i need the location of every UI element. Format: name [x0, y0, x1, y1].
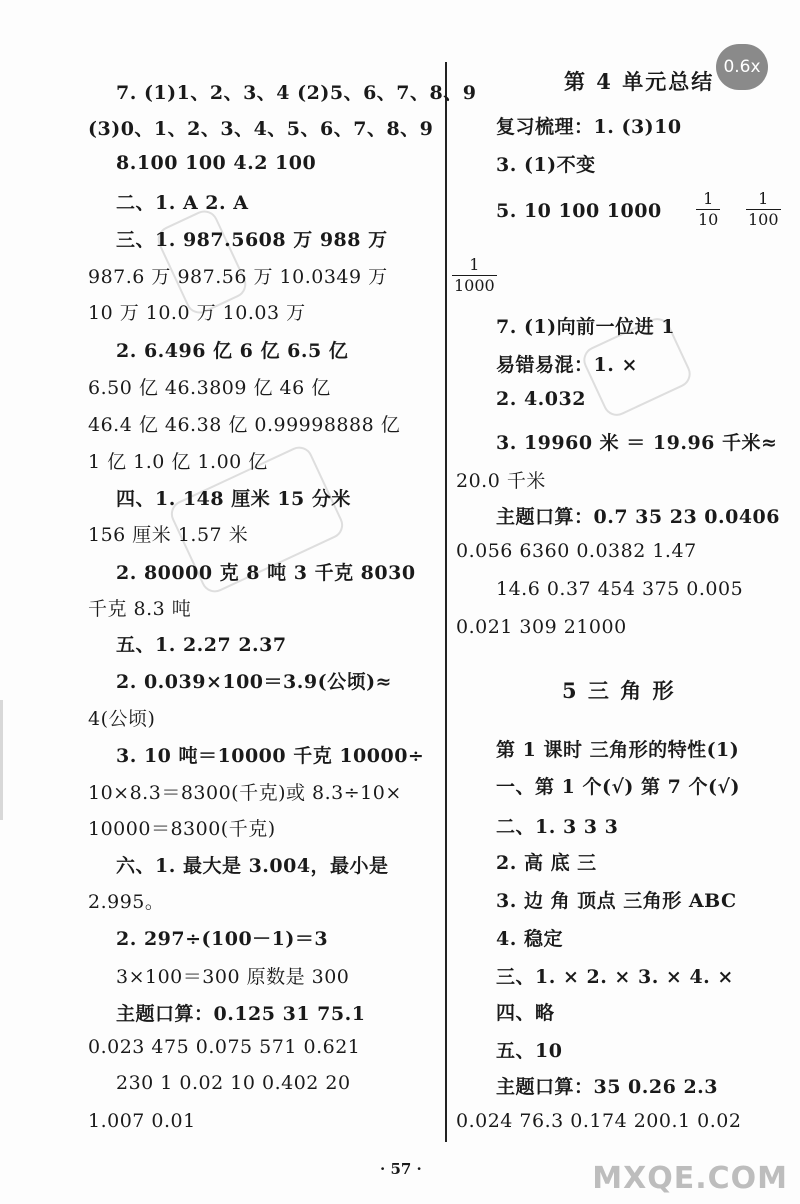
answer-line: 四、1. 148 厘米 15 分米: [116, 488, 351, 510]
answer-line: 千克 8.3 吨: [88, 598, 192, 620]
answer-line: 2. 4.032: [496, 388, 586, 410]
answer-line: 0.023 475 0.075 571 0.621: [88, 1036, 361, 1058]
watermark: MXQE.COM: [592, 1161, 788, 1196]
section-title: 第 4 单元总结: [564, 69, 715, 94]
answer-line: 10 万 10.0 万 10.03 万: [88, 302, 306, 324]
answer-line: 7. (1)向前一位进 1: [496, 316, 675, 338]
answer-line: 易错易混：1. ×: [496, 354, 638, 376]
lesson-title: 第 1 课时 三角形的特性(1): [496, 739, 740, 761]
answer-line: 一、第 1 个(√) 第 7 个(√): [496, 776, 740, 798]
fraction-numerator: 1: [758, 189, 769, 208]
fraction-one-thousandth: [452, 256, 497, 295]
answer-line: 0.024 76.3 0.174 200.1 0.02: [456, 1110, 742, 1132]
page-number: · 57 ·: [380, 1160, 422, 1178]
answer-line: 1 亿 1.0 亿 1.00 亿: [88, 451, 268, 473]
answer-line: 复习梳理：1. (3)10: [496, 116, 682, 138]
answer-line: 0.056 6360 0.0382 1.47: [456, 540, 697, 562]
answer-line: 2. 297÷(100－1)＝3: [116, 928, 329, 950]
fraction-one-hundredth: [746, 190, 781, 229]
answer-line: 4(公顷): [88, 708, 156, 730]
answer-line: 2. 80000 克 8 吨 3 千克 8030: [116, 562, 416, 584]
column-divider: [445, 62, 447, 1142]
answer-line: 主题口算：0.7 35 23 0.0406: [496, 506, 780, 528]
answer-line: 10×8.3＝8300(千克)或 8.3÷10×: [88, 782, 402, 804]
answer-line: 六、1. 最大是 3.004，最小是: [116, 855, 389, 877]
answer-line: (3)0、1、2、3、4、5、6、7、8、9: [88, 118, 434, 140]
fraction-numerator: 1: [703, 189, 714, 208]
answer-line: 987.6 万 987.56 万 10.0349 万: [88, 266, 388, 288]
answer-line: 2. 0.039×100＝3.9(公顷)≈: [116, 671, 392, 693]
answer-line: 7. (1)1、2、3、4 (2)5、6、7、8、9: [116, 82, 477, 104]
fraction-denominator: 10: [698, 210, 719, 230]
answer-line: 五、1. 2.27 2.37: [116, 634, 287, 656]
answer-line: 二、1. 3 3 3: [496, 816, 619, 838]
answer-line: 3×100＝300 原数是 300: [116, 966, 350, 988]
answer-line: 3. (1)不变: [496, 154, 596, 176]
answer-line: 230 1 0.02 10 0.402 20: [116, 1072, 351, 1094]
answer-line: 2.995。: [88, 891, 165, 913]
answer-line: 四、略: [496, 1002, 555, 1024]
answer-line: 5. 10 100 1000: [496, 200, 662, 222]
answer-line: 14.6 0.37 454 375 0.005: [496, 578, 744, 600]
answer-line: 46.4 亿 46.38 亿 0.99998888 亿: [88, 414, 401, 436]
chapter-title: 5 三 角 形: [562, 678, 676, 703]
fraction-one-tenth: [696, 190, 720, 229]
fraction-numerator: 1: [469, 255, 480, 274]
answer-line: 20.0 千米: [456, 470, 546, 492]
answer-line: 4. 稳定: [496, 928, 563, 950]
answer-line: 三、1. × 2. × 3. × 4. ×: [496, 966, 734, 988]
fraction-denominator: 1000: [454, 276, 495, 296]
answer-line: 0.021 309 21000: [456, 616, 627, 638]
answer-line: 主题口算：35 0.26 2.3: [496, 1076, 719, 1098]
answer-line: 3. 边 角 顶点 三角形 ABC: [496, 890, 737, 912]
fraction-denominator: 100: [748, 210, 779, 230]
answer-line: 10000＝8300(千克): [88, 818, 276, 840]
answer-line: 2. 6.496 亿 6 亿 6.5 亿: [116, 340, 349, 362]
answer-line: 二、1. A 2. A: [116, 192, 249, 214]
answer-line: 156 厘米 1.57 米: [88, 524, 249, 546]
answer-line: 主题口算：0.125 31 75.1: [116, 1003, 366, 1025]
answer-line: 1.007 0.01: [88, 1110, 196, 1132]
answer-line: 三、1. 987.5608 万 988 万: [116, 229, 388, 251]
answer-line: 8.100 100 4.2 100: [116, 152, 317, 174]
answer-line: 3. 19960 米 ＝ 19.96 千米≈: [496, 432, 778, 454]
answer-line: 2. 高 底 三: [496, 852, 597, 874]
answer-line: 6.50 亿 46.3809 亿 46 亿: [88, 377, 331, 399]
answer-line: 五、10: [496, 1040, 563, 1062]
scan-edge: [0, 700, 3, 820]
answer-line: 3. 10 吨＝10000 千克 10000÷: [116, 745, 425, 767]
zoom-level-badge[interactable]: 0.6x: [716, 44, 768, 90]
